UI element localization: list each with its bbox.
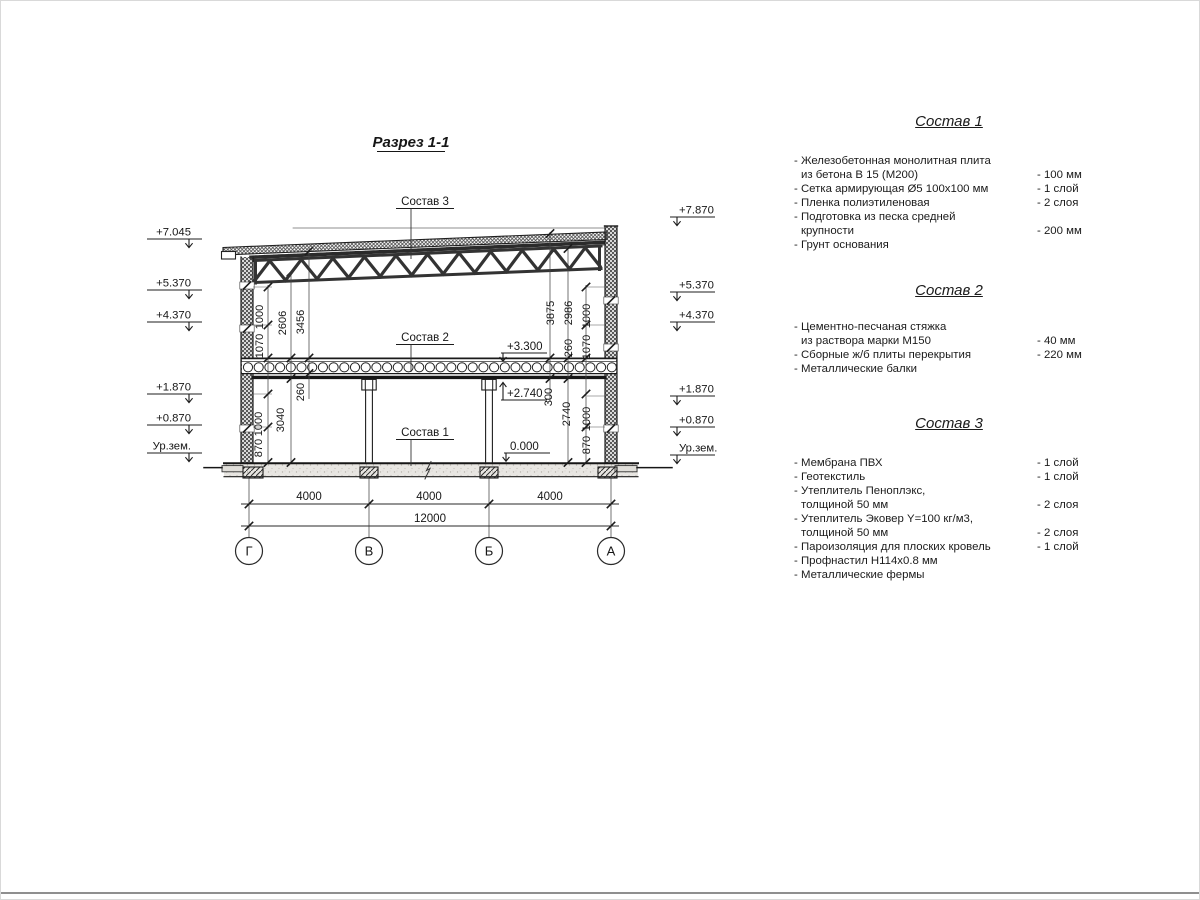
- spec-item-line: - Железобетонная монолитная плита: [794, 155, 991, 167]
- dimension-label: 260: [295, 382, 307, 402]
- elevation-mark: [670, 443, 717, 464]
- spec-item-name: [794, 196, 1037, 210]
- slab-circle: [607, 363, 616, 372]
- spec-item: [794, 154, 1115, 182]
- spec-items: [783, 320, 1115, 376]
- spec-item: [794, 320, 1115, 348]
- slab-circle: [404, 363, 413, 372]
- spec-item-name: [794, 238, 1037, 252]
- spec-item-line: - Сборные ж/б плиты перекрытия: [794, 349, 971, 361]
- axis-letter: Г: [245, 543, 253, 559]
- dimension-label: 1000: [253, 411, 265, 437]
- slab-circle: [564, 363, 573, 372]
- drawing-label: [396, 427, 454, 466]
- column: [482, 379, 496, 462]
- column-capital: [362, 379, 376, 390]
- spec-item-name: [794, 154, 1037, 182]
- spec-item: [794, 362, 1115, 376]
- slab-circle: [254, 363, 263, 372]
- slab-circle: [522, 363, 531, 372]
- elevation-mark: [670, 310, 715, 331]
- dimension-label: 3875: [545, 300, 557, 326]
- spec-item-line: - Пленка полиэтиленовая: [794, 197, 930, 209]
- spec-item-line: - Грунт основания: [794, 239, 889, 251]
- spec-item-value: - 2 слоя: [1037, 197, 1079, 209]
- spec-item-name: [794, 362, 1037, 376]
- elevation-label: Ур.зем.: [152, 440, 191, 453]
- spec-item: [794, 210, 1115, 238]
- spec-item: [794, 512, 1115, 540]
- spec-item: [794, 196, 1115, 210]
- page-edge: [1, 892, 1200, 894]
- dimension-label: 870: [581, 435, 593, 455]
- spec-item-value: - 1 слой: [1037, 471, 1079, 483]
- ground-slab: [224, 463, 638, 476]
- spec-item-line: толщиной 50 мм: [801, 527, 889, 539]
- spec-item-name: [794, 484, 1037, 512]
- spec-item: [794, 554, 1115, 568]
- column: [362, 379, 376, 462]
- slab-circle: [361, 363, 370, 372]
- spec-item-name: [794, 210, 1037, 238]
- slab-circle: [575, 363, 584, 372]
- spec-item-name: [794, 320, 1037, 348]
- slab-circle: [468, 363, 477, 372]
- elevation-mark: [147, 441, 202, 462]
- dimension-label: 1000: [581, 406, 593, 432]
- spec-title: Состав 1: [915, 113, 983, 130]
- dimension-label: 300: [543, 387, 555, 407]
- dimension-label: 2740: [561, 401, 573, 427]
- spec-item: [794, 568, 1115, 582]
- apron-right: [615, 466, 637, 472]
- elevation-mark: [147, 278, 202, 299]
- roof-drip-edge: [222, 252, 236, 260]
- spec-block: [783, 415, 1115, 582]
- truss-bottom-chord: [254, 269, 601, 283]
- dimension-label: 1000: [254, 304, 266, 330]
- spec-item: [794, 484, 1115, 512]
- spec-items: [783, 154, 1115, 252]
- dimension-label: 2986: [563, 300, 575, 326]
- slab-circle: [372, 363, 381, 372]
- elevation-label: +1.870: [156, 381, 191, 394]
- axis-letter: А: [606, 543, 616, 559]
- elevation-label: +4.370: [679, 309, 714, 322]
- drawing-label-text: Состав 3: [401, 196, 449, 208]
- spec-item-name: [794, 348, 1037, 362]
- spec-item: [794, 540, 1115, 554]
- slab-circle: [543, 363, 552, 372]
- spec-item-line: - Сетка армирующая Ø5 100х100 мм: [794, 183, 989, 195]
- spec-item-line: из раствора марки М150: [801, 335, 931, 347]
- slab-circle: [329, 363, 338, 372]
- spec-item-line: из бетона В 15 (М200): [801, 169, 918, 181]
- elevation-label: +7.870: [679, 204, 714, 217]
- slab-circle: [415, 363, 424, 372]
- foundation-pad: [598, 467, 617, 478]
- apron-left: [222, 466, 243, 472]
- elevation-label: +1.870: [679, 383, 714, 396]
- dimension-label: 4000: [416, 491, 442, 503]
- slab-circle: [532, 363, 541, 372]
- dimension-label: 3040: [275, 407, 287, 433]
- spec-item-name: [794, 456, 1037, 470]
- spec-item-value: - 1 слой: [1037, 457, 1079, 469]
- slab-circle: [297, 363, 306, 372]
- foundation-pad: [480, 467, 498, 478]
- spec-item-line: - Мембрана ПВХ: [794, 457, 883, 469]
- slab-circle: [554, 363, 563, 372]
- spec-title: Состав 3: [915, 415, 983, 432]
- elevation-label: +5.370: [679, 279, 714, 292]
- elevation-label: +5.370: [156, 277, 191, 290]
- spec-item-value: - 200 мм: [1037, 225, 1082, 237]
- spec-item-line: - Подготовка из песка средней: [794, 211, 956, 223]
- slab-circle: [447, 363, 456, 372]
- slab-circle: [511, 363, 520, 372]
- spec-item-line: крупности: [801, 225, 854, 237]
- spec-item-name: [794, 540, 1037, 554]
- slab-circle: [393, 363, 402, 372]
- dimension-label: 260: [563, 338, 575, 358]
- spec-item-line: - Металлические балки: [794, 363, 918, 375]
- spec-item: [794, 456, 1115, 470]
- spec-item-name: [794, 568, 1037, 582]
- elevation-mark: [147, 227, 202, 248]
- slab-circle: [586, 363, 595, 372]
- slab-circle: [243, 363, 252, 372]
- slab-circle: [597, 363, 606, 372]
- spec-item: [794, 470, 1115, 484]
- dimension-label: 1070: [581, 334, 593, 360]
- spec-item-line: - Геотекстиль: [794, 471, 866, 483]
- spec-item: [794, 238, 1115, 252]
- spec-item-value: - 40 мм: [1037, 335, 1076, 347]
- spec-item-value: - 1 слой: [1037, 541, 1079, 553]
- elevation-mark: [670, 384, 715, 405]
- spec-block: [783, 282, 1115, 376]
- elevation-label: +7.045: [156, 226, 191, 239]
- spec-item-name: [794, 470, 1037, 484]
- dimension-label: 2606: [277, 310, 289, 336]
- spec-item-line: - Цементно-песчаная стяжка: [794, 321, 947, 333]
- foundation-pad: [360, 467, 378, 478]
- dimension-label: 870: [253, 438, 265, 458]
- spec-item-value: - 2 слоя: [1037, 527, 1079, 539]
- spec-item: [794, 182, 1115, 196]
- spec-item: [794, 348, 1115, 362]
- dimension-label: 12000: [414, 513, 446, 525]
- elevation-mark: [147, 382, 202, 403]
- spec-item-line: - Утеплитель Эковер Y=100 кг/м3,: [794, 513, 974, 525]
- elevation-mark: [670, 205, 715, 226]
- slab-circle: [436, 363, 445, 372]
- hollow-core-circles: [243, 363, 616, 372]
- spec-item-value: - 220 мм: [1037, 349, 1082, 361]
- slab-circle: [340, 363, 349, 372]
- spec-block: [783, 113, 1115, 252]
- spec-item-value: - 1 слой: [1037, 183, 1079, 195]
- foundation-pad: [243, 467, 263, 478]
- elevation-label: Ур.зем.: [679, 442, 718, 455]
- slab-circle: [318, 363, 327, 372]
- spec-item-line: - Утеплитель Пеноплэкс,: [794, 485, 926, 497]
- axis-letter: В: [364, 543, 374, 559]
- drawing-title: Разрез 1-1: [372, 134, 450, 151]
- spec-item-line: толщиной 50 мм: [801, 499, 889, 511]
- column-capital: [482, 379, 496, 390]
- slab-circle: [265, 363, 274, 372]
- elevation-label: +0.870: [156, 412, 191, 425]
- slab-circle: [500, 363, 509, 372]
- elevation-label: 0.000: [510, 441, 539, 453]
- elevation-mark: [500, 382, 547, 400]
- elevation-mark: [670, 415, 715, 436]
- spec-item-line: - Металлические фермы: [794, 569, 925, 581]
- spec-item-name: [794, 512, 1037, 540]
- dimension-label: 4000: [537, 491, 563, 503]
- spec-item-value: - 2 слоя: [1037, 499, 1079, 511]
- spec-item-line: - Профнастил Н114х0.8 мм: [794, 555, 938, 567]
- drawing-label-text: Состав 2: [401, 332, 449, 344]
- slab-circle: [425, 363, 434, 372]
- slab-circle: [479, 363, 488, 372]
- slab-circle: [490, 363, 499, 372]
- spec-title: Состав 2: [915, 282, 983, 299]
- dimension-label: 3456: [295, 309, 307, 335]
- dimension-label: 1000: [581, 303, 593, 329]
- slab-circle: [276, 363, 285, 372]
- elevation-mark: [147, 413, 202, 434]
- axis-letter: Б: [484, 543, 494, 559]
- spec-item-name: [794, 554, 1037, 568]
- spec-item-line: - Пароизоляция для плоских кровель: [794, 541, 991, 553]
- elevation-label: +0.870: [679, 414, 714, 427]
- dimension-label: 4000: [296, 491, 322, 503]
- slab-circle: [457, 363, 466, 372]
- slab-circle: [350, 363, 359, 372]
- spec-item-name: [794, 182, 1037, 196]
- elevation-mark: [670, 280, 715, 301]
- elevation-label: +3.300: [507, 341, 543, 353]
- spec-items: [783, 456, 1115, 582]
- elevation-label: +2.740: [507, 388, 543, 400]
- elevation-mark: [503, 441, 550, 461]
- elevation-label: +4.370: [156, 309, 191, 322]
- drawing-label-text: Состав 1: [401, 427, 449, 439]
- dimension-label: 1070: [254, 333, 266, 359]
- spec-item-value: - 100 мм: [1037, 169, 1082, 181]
- slab-circle: [383, 363, 392, 372]
- elevation-mark: [147, 310, 202, 331]
